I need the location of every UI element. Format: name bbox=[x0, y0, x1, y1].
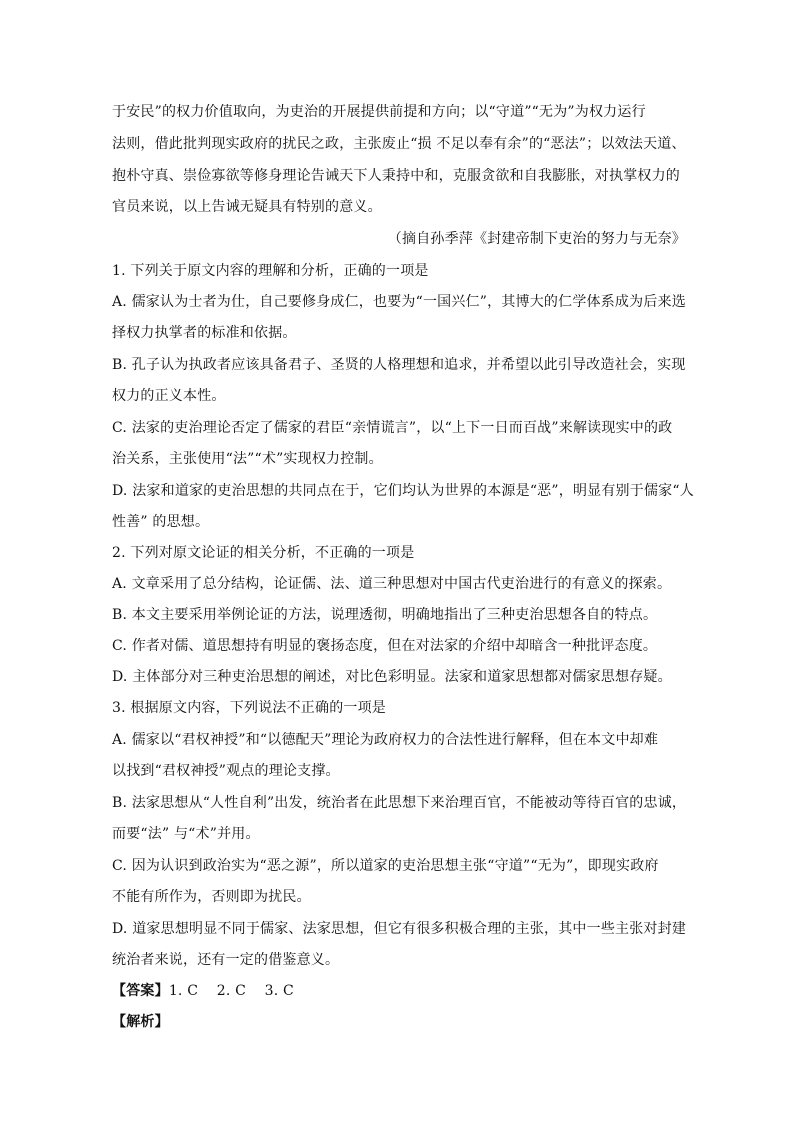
passage-source: （摘自孙季萍《封建帝制下吏治的努力与无奈》 bbox=[387, 231, 686, 247]
question-3-option-d: D. 道家思想明显不同于儒家、法家思想，但它有很多积极合理的主张，其中一些主张对封建 bbox=[112, 921, 687, 937]
question-2-option-a: A. 文章采用了总分结构，论证儒、法、道三种思想对中国古代吏治进行的有意义的探索。 bbox=[112, 576, 672, 592]
answer-line bbox=[112, 981, 294, 1001]
question-1-option-c: C. 法家的吏治理论否定了儒家的君臣“亲情谎言”，以“上下一日而百战”来解读现实中的政 bbox=[112, 420, 673, 436]
question-2-option-d: D. 主体部分对三种吏治思想的阐述，对比色彩明显。法家和道家思想都对儒家思想存疑。 bbox=[112, 669, 672, 685]
question-3-option-d-cont: 统治者来说，还有一定的借鉴意义。 bbox=[112, 952, 340, 968]
question-1-option-a: A. 儒家认为士者为仕，自己要修身成仁，也要为“一国兴仁”，其博大的仁学体系成为后来选 bbox=[112, 294, 686, 310]
analysis-label: 【解析】 bbox=[112, 1014, 169, 1030]
question-1-stem: 1. 下列关于原文内容的理解和分析，正确的一项是 bbox=[112, 263, 429, 279]
question-3-option-a: A. 儒家以“君权神授”和“以德配天”理论为政府权力的合法性进行解释，但在本文中却难 bbox=[112, 732, 659, 748]
question-1-option-c-cont: 治关系，主张使用“法”“术”实现权力控制。 bbox=[112, 451, 383, 467]
passage-line: 于安民”的权力价值取向，为吏治的开展提供前提和方向；以“守道”“无为”为权力运行 bbox=[112, 104, 646, 120]
question-1-option-b: B. 孔子认为执政者应该具备君子、圣贤的人格理想和追求，并希望以此引导改造社会，实现 bbox=[112, 357, 686, 373]
answer-label: 【答案】 bbox=[112, 983, 169, 999]
passage-line: 法则，借此批判现实政府的扰民之政，主张废止“损 不足以奉有余”的“恶法”；以效法天道、 bbox=[112, 136, 686, 152]
question-2-stem: 2. 下列对原文论证的相关分析，不正确的一项是 bbox=[112, 545, 415, 561]
question-3-option-c-cont: 不能有所作为，否则即为扰民。 bbox=[112, 889, 311, 905]
question-3-option-b-cont: 而要“法” 与“术”并用。 bbox=[112, 826, 260, 842]
question-3-option-c: C. 因为认识到政治实为“恶之源”，所以道家的吏治思想主张“守道”“无为”，即现实政府 bbox=[112, 858, 659, 874]
question-3-option-a-cont: 以找到“君权神授”观点的理论支撑。 bbox=[112, 763, 340, 779]
question-1-option-d: D. 法家和道家的吏治思想的共同点在于，它们均认为世界的本源是“恶”，明显有别于儒家“人 bbox=[112, 483, 694, 499]
question-1-option-a-cont: 择权力执掌者的标准和依据。 bbox=[112, 325, 297, 341]
question-1-option-b-cont: 权力的正义本性。 bbox=[112, 388, 226, 404]
question-2-option-b: B. 本文主要采用举例论证的方法，说理透彻，明确地指出了三种吏治思想各自的特点。 bbox=[112, 607, 658, 623]
question-3-option-b: B. 法家思想从“人性自利”出发，统治者在此思想下来治理百官，不能被动等待百官的忠诚， bbox=[112, 795, 687, 811]
question-3-stem: 3. 根据原文内容，下列说法不正确的一项是 bbox=[112, 700, 387, 716]
question-2-option-c: C. 作者对儒、道思想持有明显的褒扬态度，但在对法家的介绍中却暗含一种批评态度。 bbox=[112, 638, 658, 654]
question-1-option-d-cont: 性善” 的思想。 bbox=[112, 514, 210, 530]
passage-line: 抱朴守真、崇俭寡欲等修身理论告诫天下人秉持中和，克服贪欲和自我膨胀，对执掌权力的 bbox=[112, 168, 680, 184]
answer-text: 1. C 2. C 3. C bbox=[168, 983, 294, 999]
passage-line: 官员来说，以上告诫无疑具有特别的意义。 bbox=[112, 199, 382, 215]
